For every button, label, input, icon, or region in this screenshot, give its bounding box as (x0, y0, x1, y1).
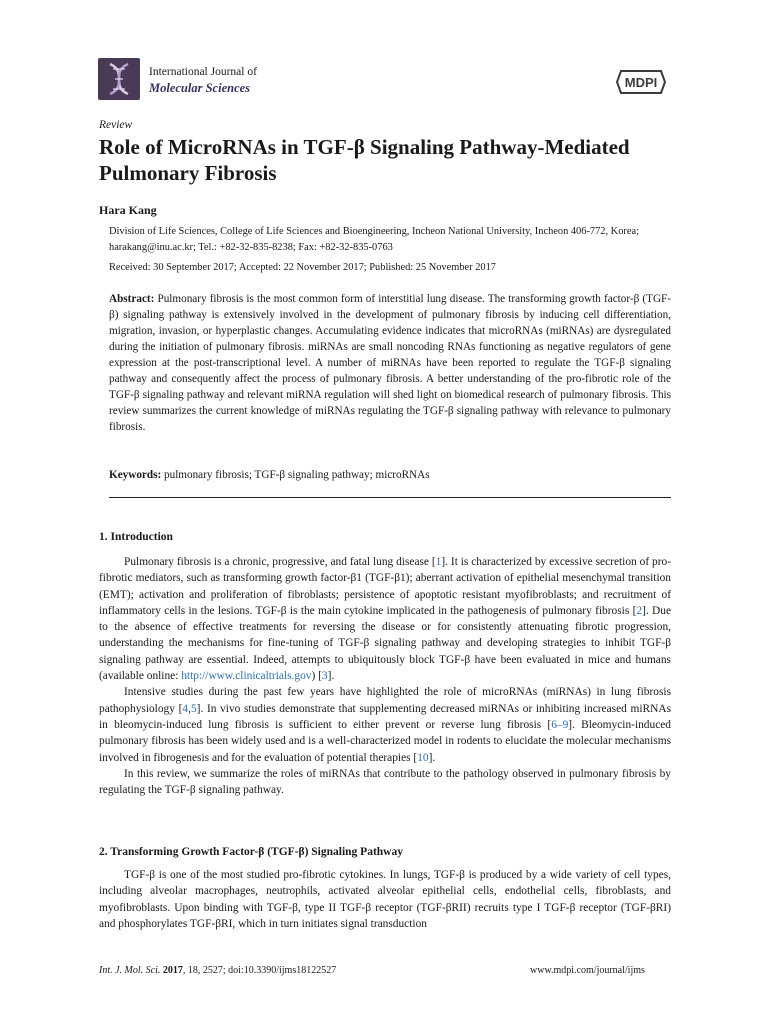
author-name: Hara Kang (99, 203, 157, 217)
citation-link[interactable]: 5 (190, 702, 197, 715)
publication-dates: Received: 30 September 2017; Accepted: 22 November 2017; Published: 25 November 2017 (109, 262, 496, 273)
section-body-introduction (99, 554, 671, 798)
citation-year: 2017 (162, 965, 183, 976)
abstract (109, 291, 671, 435)
section-heading-tgf-beta: 2. Transforming Growth Factor-β (TGF-β) Signaling Pathway (99, 846, 403, 858)
footer-citation (99, 965, 336, 976)
journal-abbrev: Int. J. Mol. Sci. (99, 965, 161, 976)
keywords-text: pulmonary fibrosis; TGF-β signaling pathway; microRNAs (164, 469, 430, 481)
keywords-label: Keywords: (109, 469, 162, 481)
paragraph: Pulmonary fibrosis is a chronic, progressive, and fatal lung disease [1]. It is characterized by excessive secretion of pro-fibrotic mediators, such as transforming growth factor-β1 (TGF-β1); aberrant activation of epithelial mesenchymal transition (EMT); activation and proliferation of fibroblasts; persistence of apoptotic resistant myofibroblasts; and recruitment of inflammatory cells in the lesions. TGF-β is the main cytokine implicated in the pathogenesis of pulmonary fibrosis [2]. Due to the absence of effective treatments for reversing the disease or for consistently attenuating fibrotic progression, understanding the mechanisms for fine-tuning of TGF-β signaling pathway and developing strategies to inhibit TGF-β signaling pathway are essential. Indeed, attempts to ubiquitously block TGF-β have been evaluated in mice and humans (available online: http://www.clinicaltrials.gov) [3]. (99, 556, 672, 683)
citation-link[interactable]: 4 (182, 702, 189, 715)
citation-link[interactable]: 10 (417, 751, 429, 764)
clinicaltrials-link[interactable]: http://www.clinicaltrials.gov (181, 670, 312, 683)
journal-name-line1: International Journal of (149, 66, 257, 78)
svg-text:MDPI: MDPI (624, 75, 658, 90)
abstract-text: Pulmonary fibrosis is the most common form of interstitial lung disease. The transforming growth factor-β (TGF-β) signaling pathway is extensively involved in the development of pulmonary fibrosis by inducing cell differentiation, migration, invasion, or hyperplastic changes. Accumulating evidence indicates that microRNAs (miRNAs) are dysregulated during the initiation of pulmonary fibrosis. miRNAs are small noncoding RNAs functioning as negative regulators of gene expression at the post-transcriptional level. A number of miRNAs have been reported to regulate the TGF-β signaling pathway and consequently affect the process of pulmonary fibrosis. A better understanding of the pro-fibrotic role of the TGF-β signaling pathway and relevant miRNA regulation will shed light on biomedical research of pulmonary fibrosis. This review summarizes the current knowledge of miRNAs regulating the TGF-β signaling pathway with relevance to pulmonary fibrosis. (109, 293, 671, 433)
citation-link[interactable]: 1 (435, 556, 442, 568)
paragraph: TGF-β is one of the most studied pro-fibrotic cytokines. In lungs, TGF-β is produced by a wide variety of cell types, including alveolar macrophages, neutrophils, activated alveolar epithelial cells, endothelial cells, fibroblasts, and myofibroblasts. Upon binding with TGF-β, type II TGF-β receptor (TGF-βRII) recruits type I TGF-β receptor (TGF-βRI) and phosphorylates TGF-βRI, which in turn initiates signal transduction (99, 869, 671, 930)
article-title: Role of MicroRNAs in TGF-β Signaling Pathway-Mediated Pulmonary Fibrosis (99, 135, 630, 185)
keywords (109, 469, 430, 481)
footer-journal-url[interactable]: www.mdpi.com/journal/ijms (530, 965, 645, 976)
citation-link[interactable]: 6–9 (551, 718, 569, 731)
mdpi-logo (615, 67, 667, 97)
citation-link[interactable]: 2 (636, 604, 643, 617)
journal-name-line2: Molecular Sciences (149, 81, 251, 95)
abstract-label: Abstract: (109, 293, 155, 305)
section-body-tgf-beta (99, 867, 671, 932)
citation-rest: , 18, 2527; doi:10.3390/ijms18122527 (182, 965, 337, 976)
citation-link[interactable]: 3 (321, 670, 328, 683)
paragraph: In this review, we summarize the roles of miRNAs that contribute to the pathology observed in pulmonary fibrosis by regulating the TGF-β signaling pathway. (99, 767, 671, 797)
dna-icon (98, 58, 140, 100)
paragraph: Intensive studies during the past few years have highlighted the role of microRNAs (miRNAs) in lung fibrosis pathophysiology [4,5]. In vivo studies demonstrate that supplementing decreased miRNAs or inhibiting increased miRNAs in bleomycin-induced lung fibrosis is sufficient to either prevent or reverse lung fibrosis [6–9]. Bleomycin-induced pulmonary fibrosis has been widely used and is a well-characterized model in rodents to elucidate the molecular mechanisms involved in fibrogenesis and for the evaluation of potential therapies [10]. (99, 686, 672, 764)
divider (109, 497, 671, 498)
journal-logo (98, 58, 140, 100)
section-heading-introduction: 1. Introduction (99, 531, 173, 543)
author-affiliation: Division of Life Sciences, College of Life Sciences and Bioengineering, Incheon National University, Incheon 406-772, Korea; harakang@inu.ac.kr; Tel.: +82-32-835-8238; Fax: +82-32-835-0763 (109, 226, 639, 253)
article-type: Review (99, 119, 133, 131)
